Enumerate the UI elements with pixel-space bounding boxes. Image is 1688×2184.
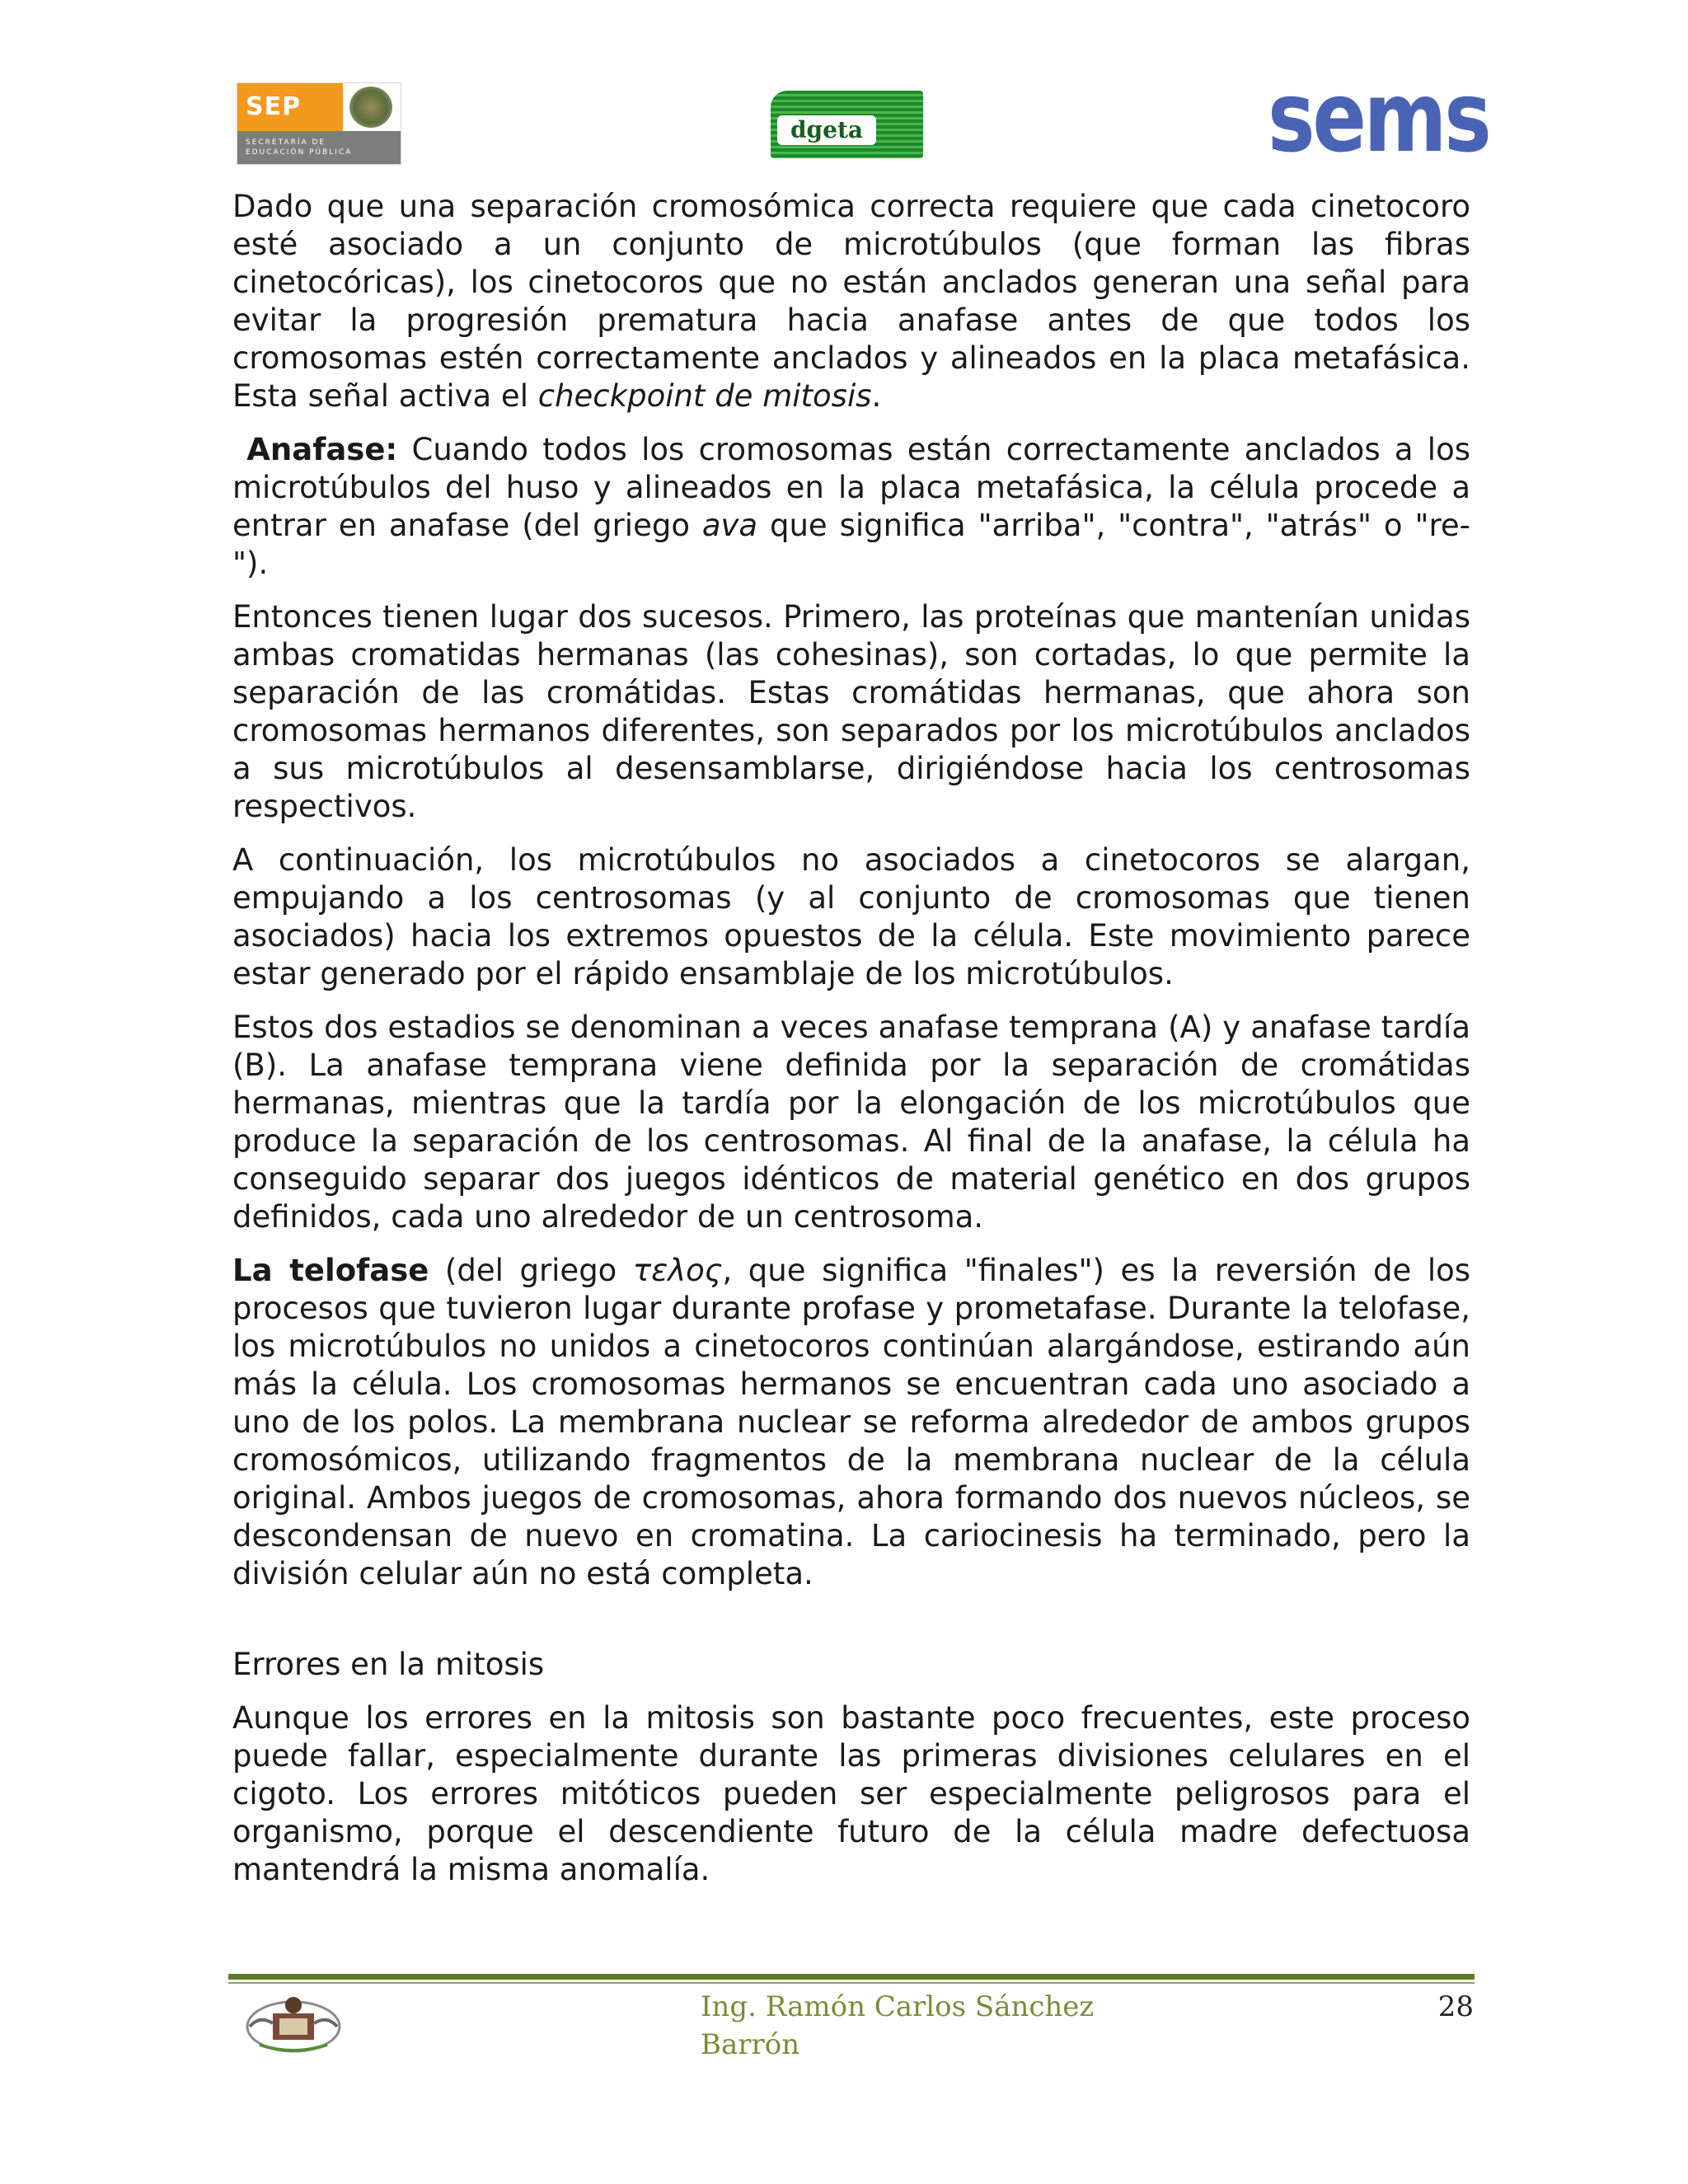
paragraph-continuacion: A continuación, los microtúbulos no asociados a cinetocoros se alargan, empujando a los centrosomas (y al conjunto de cromosomas que tienen asociados) hacia los extremos opuestos de la célula. Este movimiento parece estar generado por el rápido ensamblaje de los microtúbulos. [232, 842, 1470, 991]
paragraph-text-end: , que significa "finales") es la reversión de los procesos que tuvieron lugar durante profase y prometafase. Durante la telofase, los microtúbulos no unidos a cinetocoros continúan alargándose, estirando aún más la célula. Los cromosomas hermanos se encuentran cada uno asociado a uno de los polos. La membrana nuclear se reforma alrededor de ambos grupos cromosómicos, utilizando fragmentos de la membrana nuclear de la célula original. Ambos juegos de cromosomas, ahora formando dos nuevos núcleos, se descondensan de nuevo en cromatina. La cariocinesis ha terminado, pero la división celular aún no está completa. [232, 1253, 1471, 1591]
sep-logo-subtitle [237, 131, 401, 164]
sep-subtitle-line1: SECRETARÍA DE [246, 138, 326, 147]
term-anafase: Anafase: [246, 432, 398, 467]
paragraph-anafase [232, 431, 1470, 583]
page-header [0, 0, 1688, 174]
sep-logo [237, 82, 401, 165]
paragraph-sucesos: Entonces tienen lugar dos sucesos. Primero, las proteínas que mantenían unidas ambas cromatidas hermanas (las cohesinas), son cortadas, lo que permite la separación de las cromátidas. Estas cromátidas hermanas, que ahora son cromosomas hermanos diferentes, son separados por los microtúbulos anclados a sus microtúbulos al desensamblarse, dirigiéndose hacia los centrosomas respectivos. [232, 599, 1470, 824]
paragraph-checkpoint [232, 188, 1470, 415]
footer-divider-thin [228, 1982, 1475, 1984]
section-heading: Errores en la mitosis [232, 1647, 545, 1682]
greek-term: τελος [632, 1253, 723, 1288]
page-number: 28 [1437, 1990, 1474, 2023]
paragraph-text-end: . [871, 378, 882, 414]
sep-subtitle-line2: EDUCACIÓN PÚBLICA [246, 148, 353, 157]
paragraph-text: (del griego [429, 1253, 633, 1288]
paragraph-telofase [232, 1252, 1470, 1593]
document-body [232, 188, 1470, 1905]
paragraph-estadios: Estos dos estadios se denominan a veces anafase temprana (A) y anafase tardía (B). La anafase temprana viene definida por la separación de cromátidas hermanas, mientras que la tardía por la elongación de los microtúbulos que produce la separación de los centrosomas. Al final de la anafase, la célula ha conseguido separar dos juegos idénticos de material genético en dos grupos definidos, cada uno alrededor de un centrosoma. [232, 1010, 1470, 1235]
sep-logo-label: SEP [237, 83, 343, 131]
dgeta-logo-label: dgeta [777, 115, 876, 145]
footer-divider [228, 1974, 1475, 1980]
footer-author: Ing. Ramón Carlos Sánchez Barrón [701, 1990, 1095, 2061]
dgeta-logo [771, 91, 923, 158]
italic-term: ava [701, 508, 758, 543]
term-telofase: La telofase [232, 1253, 429, 1288]
sems-logo: sems [1268, 60, 1489, 174]
italic-term: checkpoint de mitosis [537, 378, 872, 414]
paragraph-text-end: que significa "arriba", "contra", "atrás" o "re-"). [232, 508, 1470, 581]
mexico-seal-icon [349, 87, 392, 128]
paragraph-errores: Aunque los errores en la mitosis son bastante poco frecuentes, este proceso puede fallar, especialmente durante las primeras divisiones celulares en el cigoto. Los errores mitóticos pueden ser especialmente peligrosos para el organismo, porque el descendiente futuro de la célula madre defectuosa mantendrá la misma anomalía. [232, 1700, 1470, 1887]
paragraph-text: Cuando todos los cromosomas están correctamente anclados a los microtúbulos del huso y alineados en la placa metafásica, la célula procede a entrar en anafase (del griego [232, 432, 1471, 543]
paragraph-text: Dado que una separación cromosómica correcta requiere que cada cinetocoro esté asociado a un conjunto de microtúbulos (que forman las fibras cinetocóricas), los cinetocoros que no están anclados generan una señal para evitar la progresión prematura hacia anafase antes de que todos los cromosomas estén correctamente anclados y alineados en la placa metafásica. Esta señal activa el [232, 189, 1470, 414]
school-emblem-icon [243, 1990, 344, 2058]
